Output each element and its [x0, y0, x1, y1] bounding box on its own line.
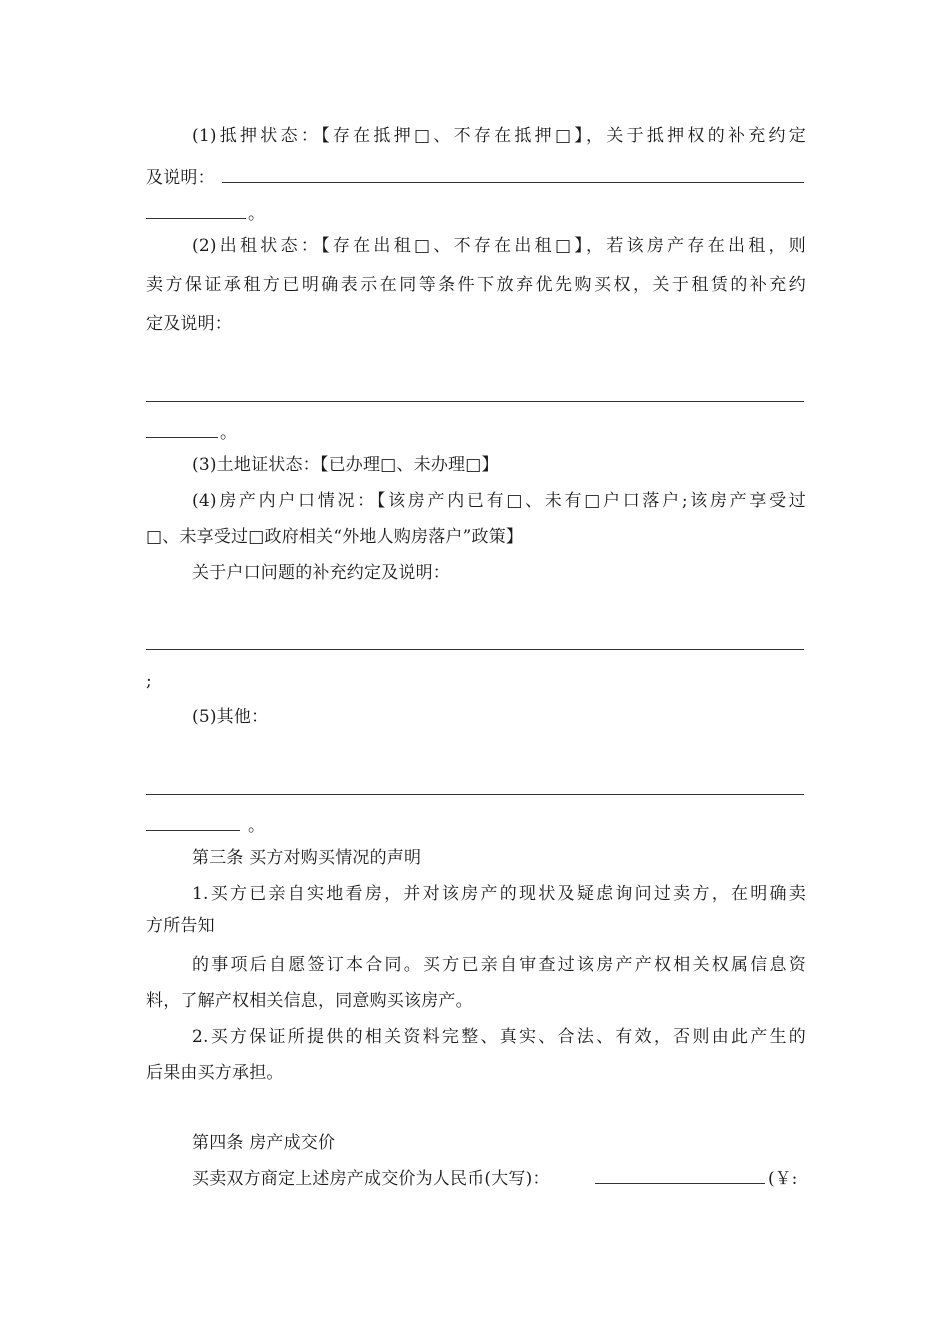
- article3-title: 第三条 买方对购买情况的声明: [192, 848, 422, 868]
- price-blank: [595, 1183, 765, 1184]
- price-label: 买卖双方商定上述房产成交价为人民币(大写)：: [192, 1169, 550, 1189]
- hukou-line-1: (4)房产内户口情况：【该房产内已有□、未有□户口落户;该房产享受过: [192, 491, 806, 511]
- lease-line-1: (2)出租状态：【存在出租□、不存在出租□】，若该房产存在出租，则: [192, 236, 806, 256]
- article3-p1-line2: 方所告知: [146, 916, 215, 936]
- article4-line-1: [192, 1167, 806, 1191]
- lease-blank-2: [146, 437, 218, 438]
- lease-line-3: 定及说明：: [146, 314, 232, 334]
- lease-blank-1: [146, 401, 804, 402]
- lease-line-2: 卖方保证承租方已明确表示在同等条件下放弃优先购买权，关于租赁的补充约: [146, 275, 806, 295]
- lease-end: 。: [220, 423, 237, 443]
- other-blank-2: [146, 830, 240, 831]
- other-blank-1: [146, 794, 804, 795]
- land-line-1: (3)土地证状态：【已办理□、未办理□】: [192, 455, 499, 475]
- mortgage-end: 。: [248, 204, 265, 224]
- hukou-line-2: □、未享受过□政府相关“外地人购房落户”政策】: [146, 527, 524, 547]
- hukou-end: ;: [146, 671, 152, 691]
- price-numeric-prefix: (￥:: [768, 1169, 798, 1189]
- article3-p1-line1: 1.买方已亲自实地看房，并对该房产的现状及疑虑询问过卖方，在明确卖: [192, 884, 806, 904]
- mortgage-line-2: [146, 166, 806, 190]
- mortgage-blank-2: [146, 218, 246, 219]
- article4-title: 第四条 房产成交价: [192, 1133, 336, 1153]
- article3-p1-line4: 料，了解产权相关信息，同意购买该房产。: [146, 991, 473, 1011]
- hukou-blank: [146, 649, 804, 650]
- mortgage-blank-1: [222, 182, 804, 183]
- other-line-1: (5)其他：: [192, 707, 269, 727]
- article3-p2-line1: 2.买方保证所提供的相关资料完整、真实、合法、有效，否则由此产生的: [192, 1027, 806, 1047]
- article3-p2-line2: 后果由买方承担。: [146, 1063, 284, 1083]
- article3-p1-line3: 的事项后自愿签订本合同。买方已亲自审查过该房产产权相关权属信息资: [192, 955, 806, 975]
- hukou-line-3: 关于户口问题的补充约定及说明：: [192, 563, 450, 583]
- mortgage-line-1: (1)抵押状态：【存在抵押□、不存在抵押□】，关于抵押权的补充约定: [192, 126, 806, 146]
- other-end: 。: [248, 816, 265, 836]
- mortgage-label: 及说明：: [146, 168, 215, 188]
